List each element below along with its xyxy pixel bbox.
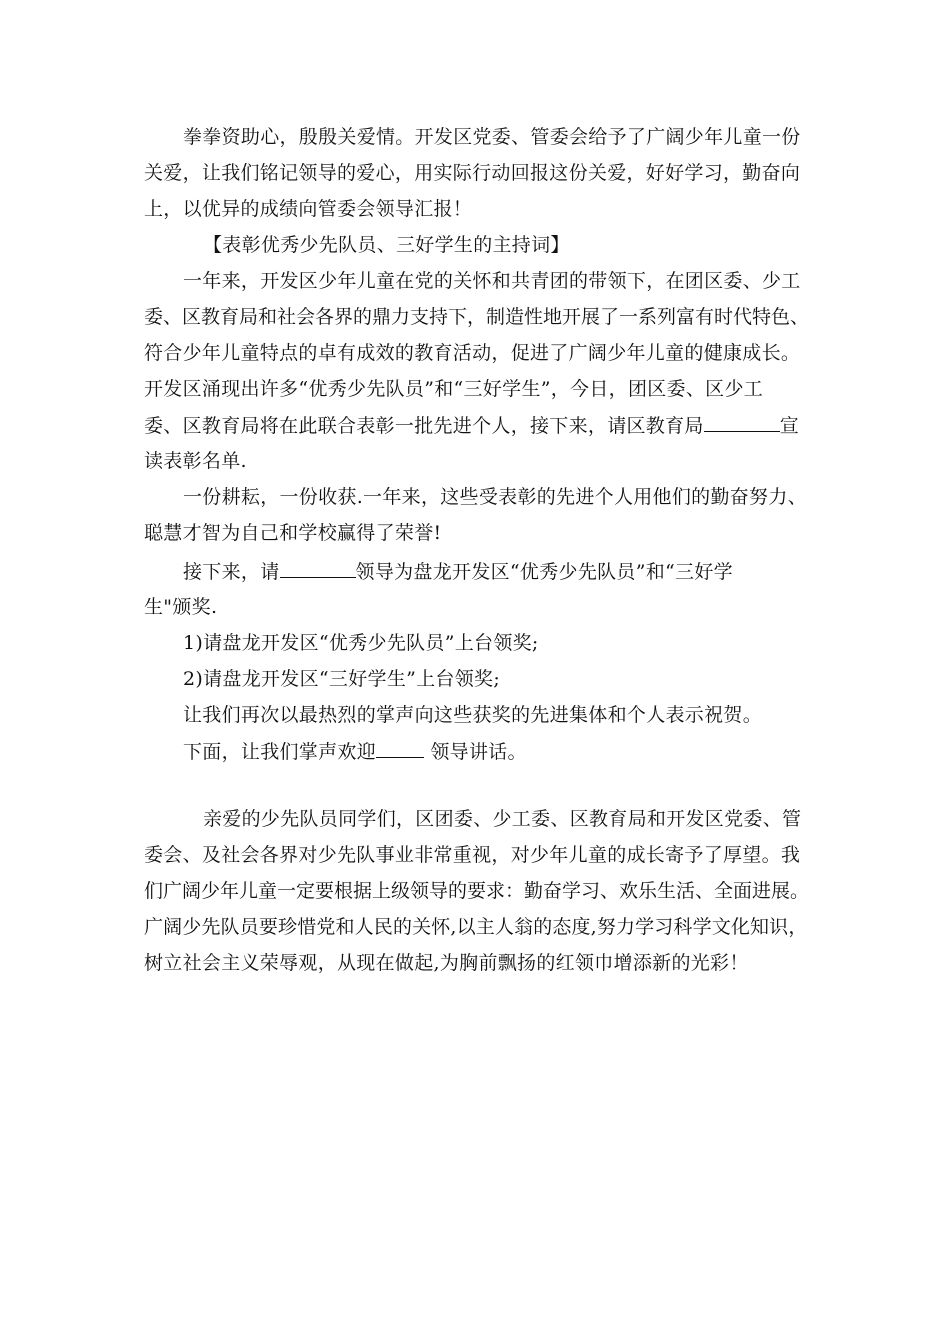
para3-line-1-end: 领导为盘龙开发区“优秀少先队员”和“三好学 <box>355 561 733 583</box>
fill-in-blank <box>704 411 780 432</box>
para2-line-2: 聪慧才智为自己和学校赢得了荣誉! <box>144 522 442 544</box>
para1-line-5-end: 宣 <box>779 415 800 437</box>
para3-line-1 <box>183 557 733 586</box>
speech-line-3: 们广阔少年儿童一定要根据上级领导的要求：勤奋学习、欢乐生活、全面进展。 <box>144 880 810 902</box>
para4: 让我们再次以最热烈的掌声向这些获奖的先进集体和个人表示祝贺。 <box>183 704 763 726</box>
para5-start: 下面，让我们掌声欢迎 <box>183 741 377 763</box>
speech-line-4: 广阔少先队员要珍惜党和人民的关怀,以主人翁的态度,努力学习科学文化知识， <box>144 916 808 938</box>
speech-line-2: 委会、及社会各界对少先队事业非常重视，对少年儿童的成长寄予了厚望。我 <box>144 844 801 866</box>
para1-line-5 <box>144 411 799 440</box>
list-item: 1)请盘龙开发区“优秀少先队员”上台领奖; <box>183 632 539 654</box>
para1-line-1: 一年来，开发区少年儿童在党的关怀和共青团的带领下，在团区委、少工 <box>183 270 801 292</box>
intro-line-1: 拳拳资助心，殷殷关爱情。开发区党委、管委会给予了广阔少年儿童一份 <box>183 126 801 148</box>
fill-in-blank <box>280 557 356 578</box>
intro-line-2: 关爱，让我们铭记领导的爱心，用实际行动回报这份关爱，好好学习，勤奋向 <box>144 162 801 184</box>
para5 <box>183 737 527 766</box>
para3-line-1-start: 接下来，请 <box>183 561 280 583</box>
para1-line-4: 开发区涌现出许多“优秀少先队员”和“三好学生”，今日，团区委、区少工 <box>144 378 764 400</box>
para5-end: 领导讲话。 <box>424 741 527 763</box>
speech-line-5: 树立社会主义荣辱观，从现在做起,为胸前飘扬的红领巾增添新的光彩！ <box>144 952 749 974</box>
para3-line-2: 生"颁奖. <box>144 596 218 618</box>
para1-line-3: 符合少年儿童特点的卓有成效的教育活动，促进了广阔少年儿童的健康成长。 <box>144 342 801 364</box>
para2-line-1: 一份耕耘，一份收获.一年来，这些受表彰的先进个人用他们的勤奋努力、 <box>183 486 807 508</box>
intro-line-3: 上，以优异的成绩向管委会领导汇报！ <box>144 198 473 220</box>
para1-line-5-text: 委、区教育局将在此联合表彰一批先进个人，接下来，请区教育局 <box>144 415 704 437</box>
fill-in-blank <box>376 737 424 758</box>
speech-line-1: 亲爱的少先队员同学们，区团委、少工委、区教育局和开发区党委、管 <box>203 808 802 830</box>
list-item: 2)请盘龙开发区“三好学生”上台领奖; <box>183 668 501 690</box>
para1-line-6: 读表彰名单. <box>144 450 247 472</box>
section-title: 【表彰优秀少先队员、三好学生的主持词】 <box>203 234 570 256</box>
para1-line-2: 委、区教育局和社会各界的鼎力支持下，制造性地开展了一系列富有时代特色、 <box>144 306 810 328</box>
